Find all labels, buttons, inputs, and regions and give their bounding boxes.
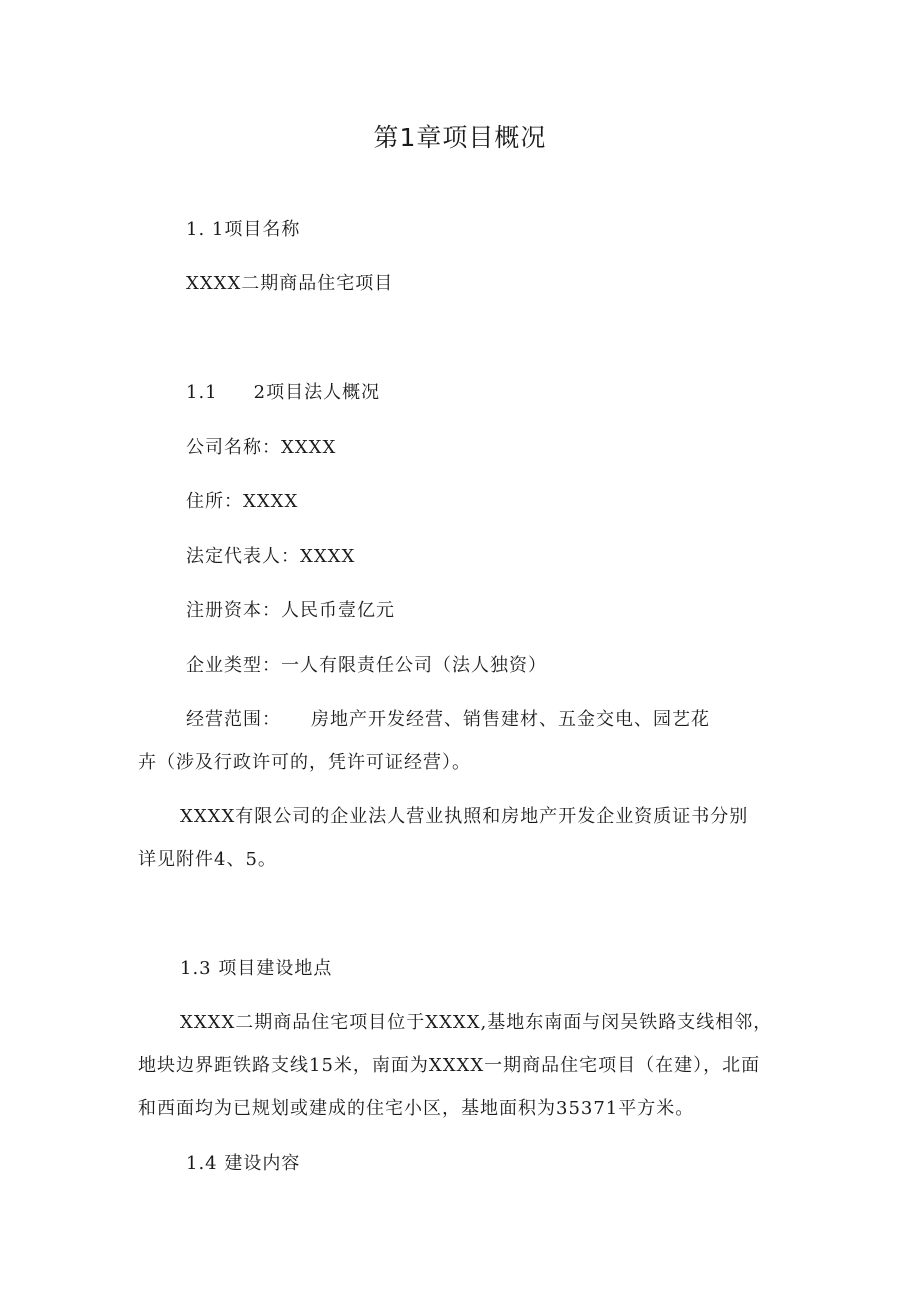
- location-paragraph-line-3: 和西面均为已规划或建成的住宅小区，基地面积为35371平方米。: [138, 1098, 695, 1119]
- section-heading-1-2: [186, 381, 380, 405]
- section-heading-1-1: 1. 1项目名称: [186, 219, 301, 240]
- chapter-title: 第1章项目概况: [373, 123, 547, 152]
- business-scope-label: 经营范围：: [186, 709, 281, 730]
- section-heading-1-3: 1.3 项目建设地点: [180, 958, 333, 979]
- section-heading-text: 2项目法人概况: [253, 382, 381, 403]
- location-paragraph-line-1: XXXX二期商品住宅项目位于XXXX,基地东南面与闵吴铁路支线相邻，: [180, 1012, 773, 1033]
- address-line: 住所：XXXX: [186, 491, 299, 512]
- location-paragraph-line-2: 地块边界距铁路支线15米，南面为XXXX一期商品住宅项目（在建），北面: [138, 1055, 761, 1076]
- company-type-line: 企业类型：一人有限责任公司（法人独资）: [186, 655, 547, 676]
- license-paragraph-line-1: XXXX有限公司的企业法人营业执照和房地产开发企业资质证书分别: [180, 806, 749, 827]
- business-scope-line-2: 卉（涉及行政许可的，凭许可证经营）。: [138, 752, 471, 773]
- business-scope-line-1: [186, 708, 710, 732]
- license-paragraph-line-2: 详见附件4、5。: [138, 849, 277, 870]
- legal-representative-line: 法定代表人：XXXX: [186, 546, 356, 567]
- section-heading-1-4: 1.4 建设内容: [186, 1153, 301, 1174]
- project-name-text: XXXX二期商品住宅项目: [186, 273, 394, 294]
- business-scope-text: 房地产开发经营、销售建材、五金交电、园艺花: [311, 709, 710, 730]
- registered-capital-line: 注册资本：人民币壹亿元: [186, 600, 395, 621]
- section-heading-number: 1.1: [186, 382, 218, 403]
- company-name-line: 公司名称：XXXX: [186, 437, 337, 458]
